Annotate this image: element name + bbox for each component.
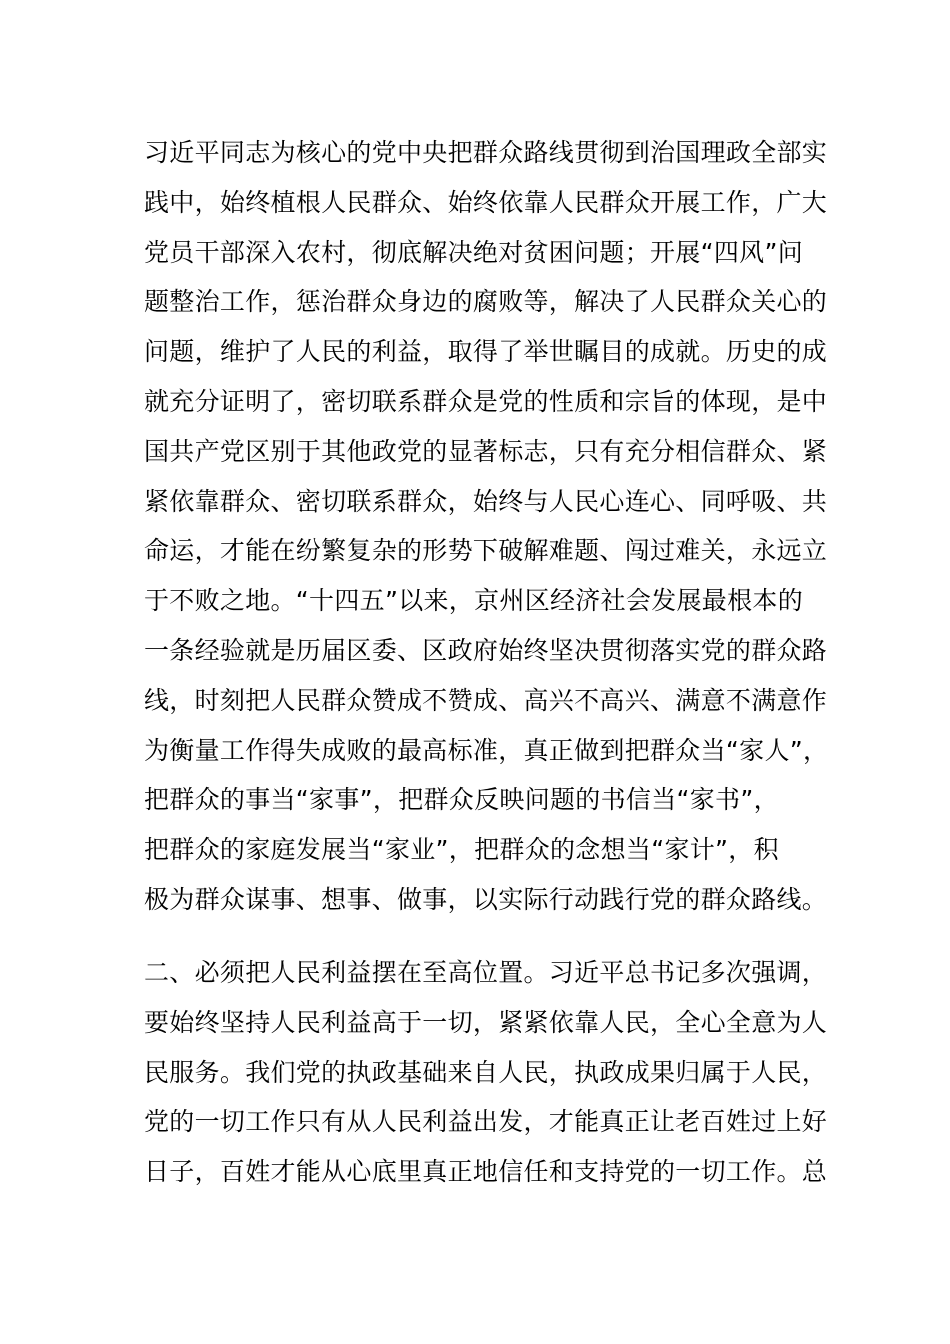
text-line: 题整治工作，惩治群众身边的腐败等，解决了人民群众关心的 xyxy=(144,287,828,317)
text-line: 习近平同志为核心的党中央把群众路线贯彻到治国理政全部实 xyxy=(144,138,828,167)
paragraph-1 xyxy=(144,128,834,925)
text-line: 于不败之地。“十四五”以来，京州区经济社会发展最根本的 xyxy=(144,586,804,616)
text-line: 极为群众谋事、想事、做事，以实际行动践行党的群众路线。 xyxy=(144,884,828,914)
text-line: 民服务。我们党的执政基础来自人民，执政成果归属于人民， xyxy=(144,1057,828,1087)
text-line: 党的一切工作只有从人民利益出发，才能真正让老百姓过上好 xyxy=(144,1107,828,1137)
text-line: 一条经验就是历届区委、区政府始终坚决贯彻落实党的群众路 xyxy=(144,635,828,665)
text-line: 国共产党区别于其他政党的显著标志，只有充分相信群众、紧 xyxy=(144,436,828,466)
text-line: 线，时刻把人民群众赞成不赞成、高兴不高兴、满意不满意作 xyxy=(144,685,828,715)
text-line: 日子，百姓才能从心底里真正地信任和支持党的一切工作。总 xyxy=(144,1157,828,1187)
text-line: 紧依靠群众、密切联系群众，始终与人民心连心、同呼吸、共 xyxy=(144,486,828,516)
text-line: 把群众的事当“家事”，把群众反映问题的书信当“家书”， xyxy=(144,785,779,815)
text-line: 二、必须把人民利益摆在至高位置。习近平总书记多次强调， xyxy=(144,958,828,987)
text-line: 命运，才能在纷繁复杂的形势下破解难题、闯过难关，永远立 xyxy=(144,536,828,566)
text-line: 党员干部深入农村，彻底解决绝对贫困问题；开展“四风”问 xyxy=(144,237,804,267)
text-line: 问题，维护了人民的利益，取得了举世瞩目的成就。历史的成 xyxy=(144,337,828,367)
text-line: 践中，始终植根人民群众、始终依靠人民群众开展工作，广大 xyxy=(144,187,828,217)
text-line: 为衡量工作得失成败的最高标准，真正做到把群众当“家人”， xyxy=(144,735,829,765)
text-line: 就充分证明了，密切联系群众是党的性质和宗旨的体现，是中 xyxy=(144,386,828,416)
text-line: 要始终坚持人民利益高于一切，紧紧依靠人民，全心全意为人 xyxy=(144,1007,828,1037)
paragraph-2 xyxy=(144,948,834,1197)
text-line: 把群众的家庭发展当“家业”，把群众的念想当“家计”，积 xyxy=(144,835,779,865)
